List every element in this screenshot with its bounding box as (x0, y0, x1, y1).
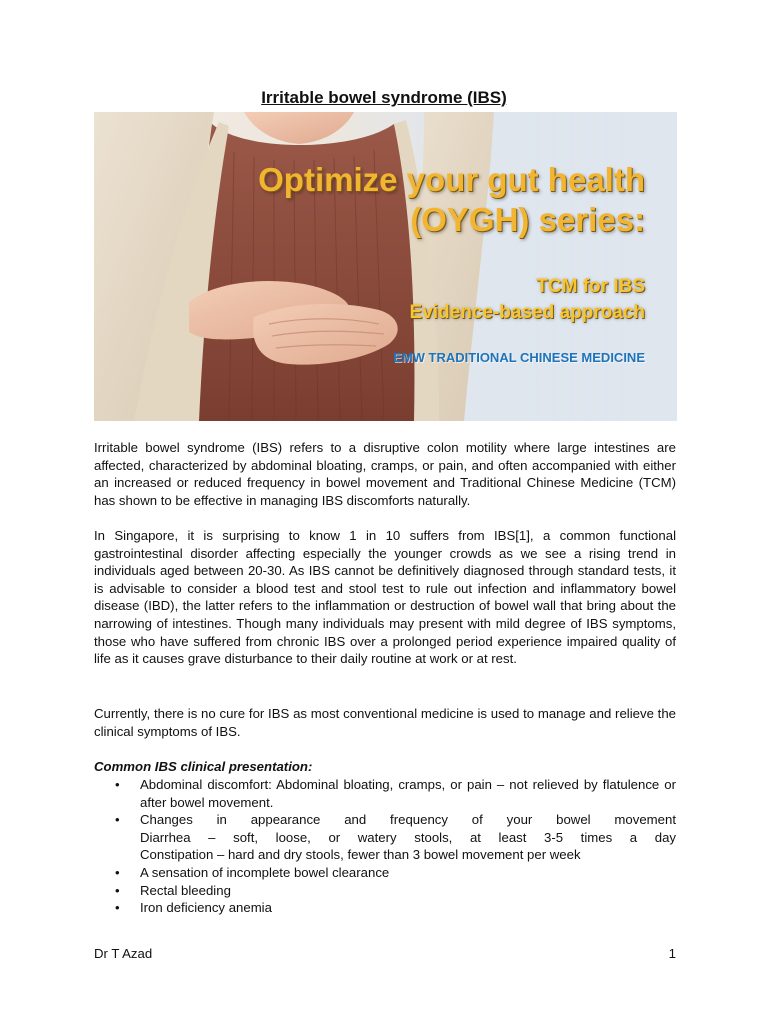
banner-image (94, 112, 677, 421)
list-item-text: Rectal bleeding (140, 882, 231, 898)
list-item-subtext: Diarrhea – soft, loose, or watery stools, at least 3-5 times a day (140, 829, 676, 845)
paragraph-treatment: Currently, there is no cure for IBS as most conventional medicine is used to manage and relieve the clinical symptoms of IBS. (94, 706, 676, 739)
page-title: Irritable bowel syndrome (IBS) (261, 88, 507, 107)
list-item-text: Iron deficiency anemia (140, 900, 272, 916)
list-item-text: Changes in appearance and frequency of your bowel movement (140, 812, 676, 828)
list-item-text: A sensation of incomplete bowel clearance (140, 864, 390, 880)
page-number: 1 (668, 946, 676, 961)
bullet-icon: • (115, 812, 120, 828)
list-item (94, 811, 676, 864)
banner-subtitle (410, 274, 645, 326)
bullet-icon: • (115, 882, 120, 898)
paragraph-intro: Irritable bowel syndrome (IBS) refers to a disruptive colon motility where large intestines are affected, characterized by abdominal bloating, cramps, or pain, and often accompanied with either an increased or reduced frequency in bowel movement and Traditional Chinese Medicine (TCM) has shown to be effective in managing IBS discomforts naturally. (94, 440, 676, 508)
footer-author: Dr T Azad (94, 946, 153, 961)
paragraph-singapore: In Singapore, it is surprising to know 1 in 10 suffers from IBS[1], a common functional gastrointestinal disorder affecting especially the younger crowds as we see a rising trend in individuals aged between 20-30. As IBS cannot be definitively diagnosed through standard tests, it is advisable to consider a blood test and stool test to rule out infection and inflammatory bowel disease (IBD), the latter refers to the inflammation or destruction of bowel wall that bring about the narrowing of intestines. Though many individuals may present with mild degree of IBS symptoms, those who have suffered from chronic IBS over a prolonged period experience impaired quality of life as it causes grave disturbance to their daily routine at work or at rest. (94, 528, 676, 667)
section-heading: Common IBS clinical presentation: (94, 759, 313, 774)
banner-subtitle-line-2: Evidence-based approach (409, 302, 645, 323)
list-item (94, 899, 676, 917)
banner-brand: EMW TRADITIONAL CHINESE MEDICINE (393, 350, 645, 365)
bullet-icon: • (115, 864, 120, 880)
list-item-text: Abdominal discomfort: Abdominal bloating, cramps, or pain – not relieved by flatulence or after bowel movement. (140, 777, 676, 810)
list-item (94, 864, 676, 882)
banner-subtitle-line-1: TCM for IBS (536, 276, 645, 297)
banner-photo-illustration (94, 112, 677, 421)
list-item (94, 882, 676, 900)
list-item-subtext: Constipation – hard and dry stools, fewer than 3 bowel movement per week (140, 847, 581, 863)
list-item (94, 776, 676, 811)
bullet-icon: • (115, 777, 120, 792)
symptom-list (94, 776, 676, 917)
banner-title: Optimize your gut health (OYGH) series: (258, 161, 645, 238)
bullet-icon: • (115, 900, 120, 916)
